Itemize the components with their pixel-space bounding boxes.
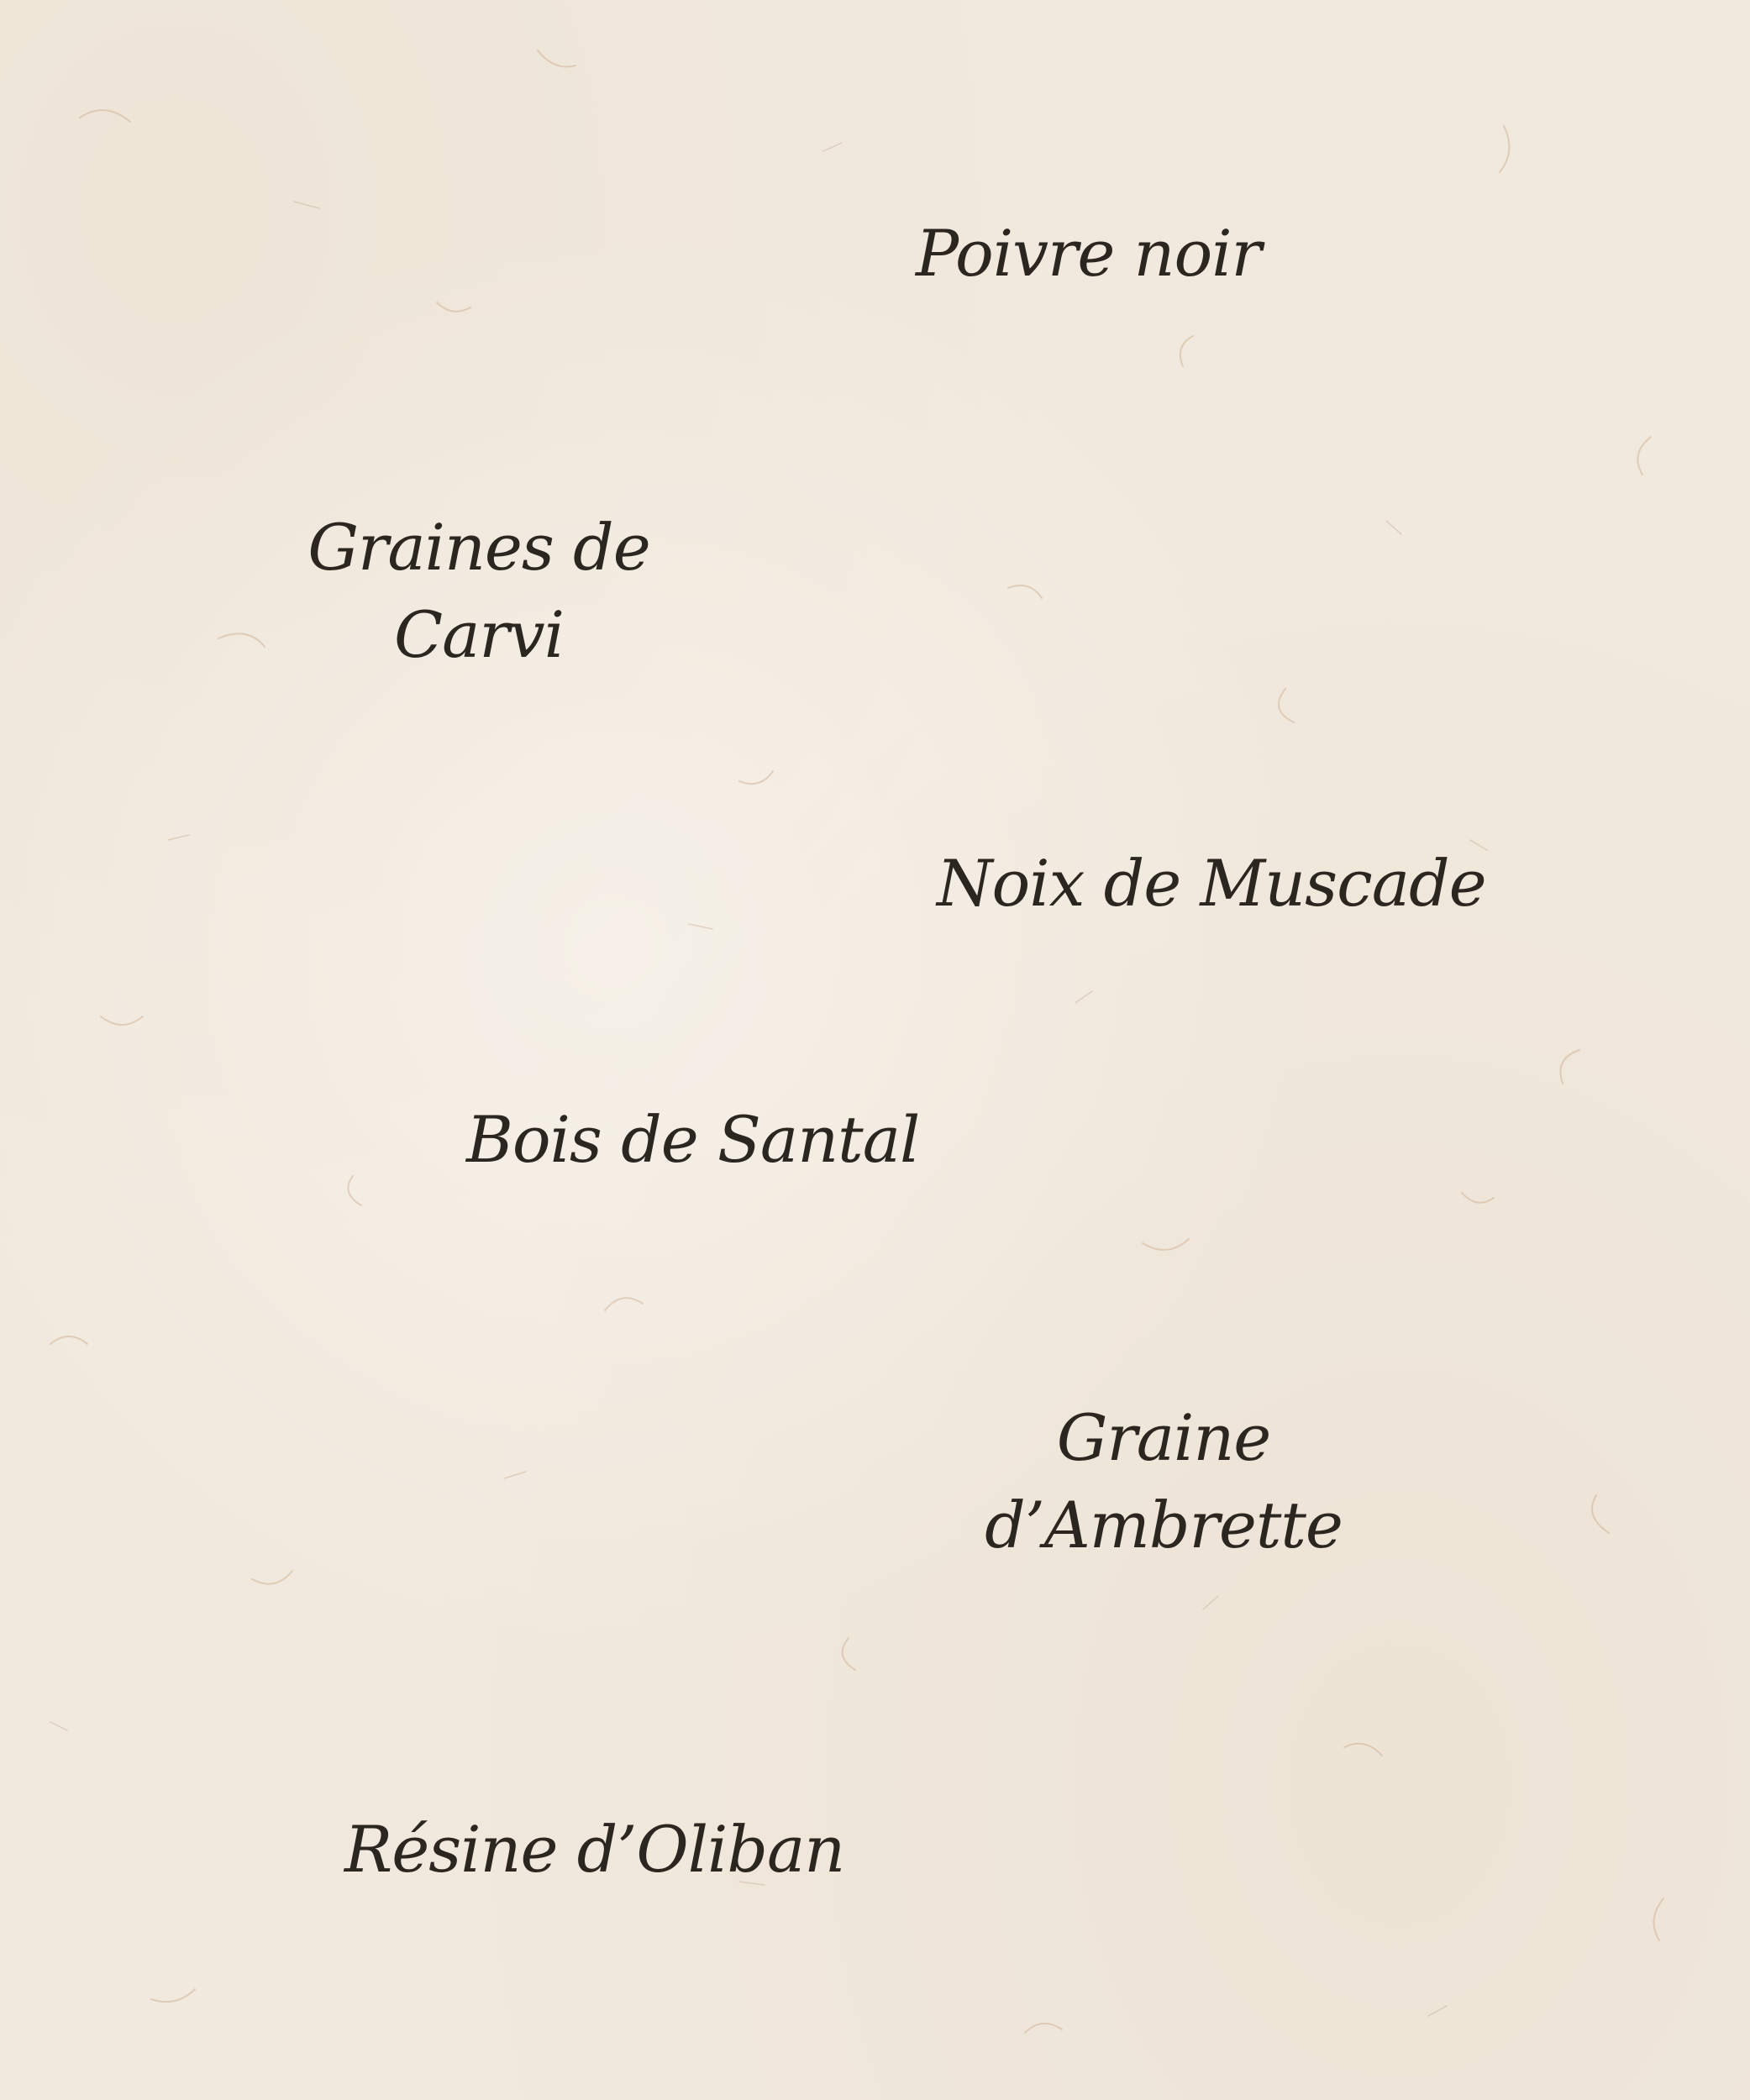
note-resine-d-oliban xyxy=(344,1806,865,1893)
note-graine-d-ambrette-line-2: d’Ambrette xyxy=(985,1488,1343,1562)
note-graines-de-carvi xyxy=(286,504,672,679)
note-poivre-noir xyxy=(916,210,1386,297)
note-graines-de-carvi-line-2: Carvi xyxy=(393,597,565,672)
note-bois-de-santal xyxy=(466,1096,937,1184)
note-graine-d-ambrette-line-1: Graine xyxy=(1056,1400,1271,1475)
note-noix-de-muscade xyxy=(937,840,1525,927)
note-graine-d-ambrette xyxy=(962,1394,1365,1569)
note-noix-de-muscade-line-1: Noix de Muscade xyxy=(937,846,1486,921)
note-graines-de-carvi-line-1: Graines de xyxy=(307,510,650,585)
note-poivre-noir-line-1: Poivre noir xyxy=(916,216,1261,291)
note-resine-d-oliban-line-1: Résine d’Oliban xyxy=(344,1812,845,1887)
note-bois-de-santal-line-1: Bois de Santal xyxy=(466,1102,920,1177)
